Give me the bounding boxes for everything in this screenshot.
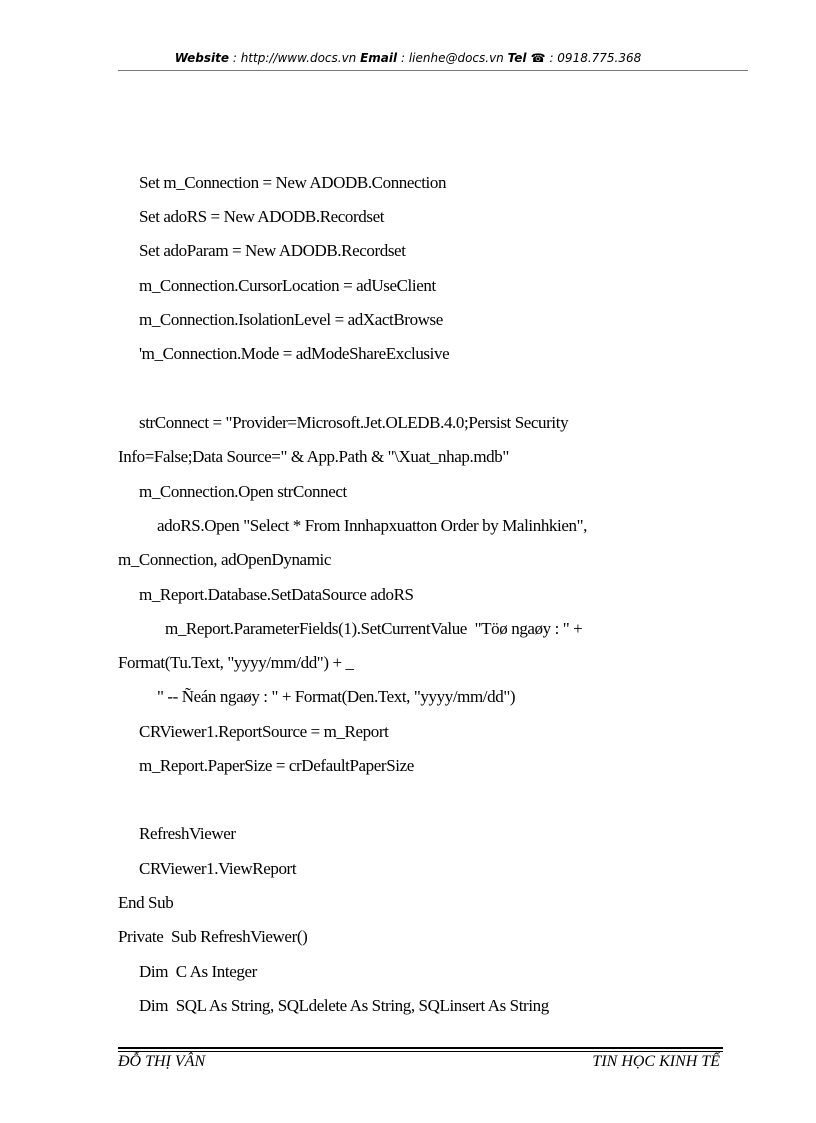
footer-divider-thick xyxy=(118,1047,723,1049)
code-line: m_Connection.CursorLocation = adUseClient xyxy=(139,276,436,295)
code-line: Set adoRS = New ADODB.Recordset xyxy=(139,207,385,226)
code-line: Format(Tu.Text, "yyyy/mm/dd") + _ xyxy=(118,653,354,672)
footer-author: ĐỖ THỊ VÂN xyxy=(118,1053,206,1070)
email-value: : lienhe@docs.vn xyxy=(397,51,508,65)
code-line: m_Report.PaperSize = crDefaultPaperSize xyxy=(139,756,414,775)
code-line: Dim SQL As String, SQLdelete As String, SQLinsert As String xyxy=(139,996,549,1015)
code-line: m_Connection.IsolationLevel = adXactBrowse xyxy=(139,310,443,329)
website-value: : http://www.docs.vn xyxy=(229,51,361,65)
code-line: Private Sub RefreshViewer() xyxy=(118,927,308,946)
code-line: CRViewer1.ViewReport xyxy=(139,859,297,878)
website-label: Website xyxy=(174,51,230,65)
tel-value: : 0918.775.368 xyxy=(545,51,642,65)
code-line: Set m_Connection = New ADODB.Connection xyxy=(139,173,447,192)
email-label: Email xyxy=(360,51,398,65)
footer-subject: TIN HỌC KINH TẾ xyxy=(592,1053,720,1070)
code-line: Dim C As Integer xyxy=(139,962,257,981)
code-line: 'm_Connection.Mode = adModeShareExclusive xyxy=(139,344,450,363)
code-line: m_Report.Database.SetDataSource adoRS xyxy=(139,585,414,604)
tel-label: Tel ☎ xyxy=(507,51,546,65)
footer-divider-thin xyxy=(118,1051,723,1052)
code-line: Set adoParam = New ADODB.Recordset xyxy=(139,241,406,260)
code-line: adoRS.Open "Select * From Innhapxuatton Order by Malinhkien", xyxy=(157,516,587,535)
code-line: m_Connection.Open strConnect xyxy=(139,482,347,501)
code-line: strConnect = "Provider=Microsoft.Jet.OLEDB.4.0;Persist Security xyxy=(139,413,569,432)
code-line: RefreshViewer xyxy=(139,824,236,843)
code-line: End Sub xyxy=(118,893,174,912)
code-line: Info=False;Data Source=" & App.Path & "\Xuat_nhap.mdb" xyxy=(118,447,509,466)
code-line: " -- Ñeán ngaøy : " + Format(Den.Text, "yyyy/mm/dd") xyxy=(157,687,516,706)
code-line: m_Report.ParameterFields(1).SetCurrentValue "Töø ngaøy : " + xyxy=(165,619,583,638)
code-line: m_Connection, adOpenDynamic xyxy=(118,550,331,569)
code-line: CRViewer1.ReportSource = m_Report xyxy=(139,722,389,741)
